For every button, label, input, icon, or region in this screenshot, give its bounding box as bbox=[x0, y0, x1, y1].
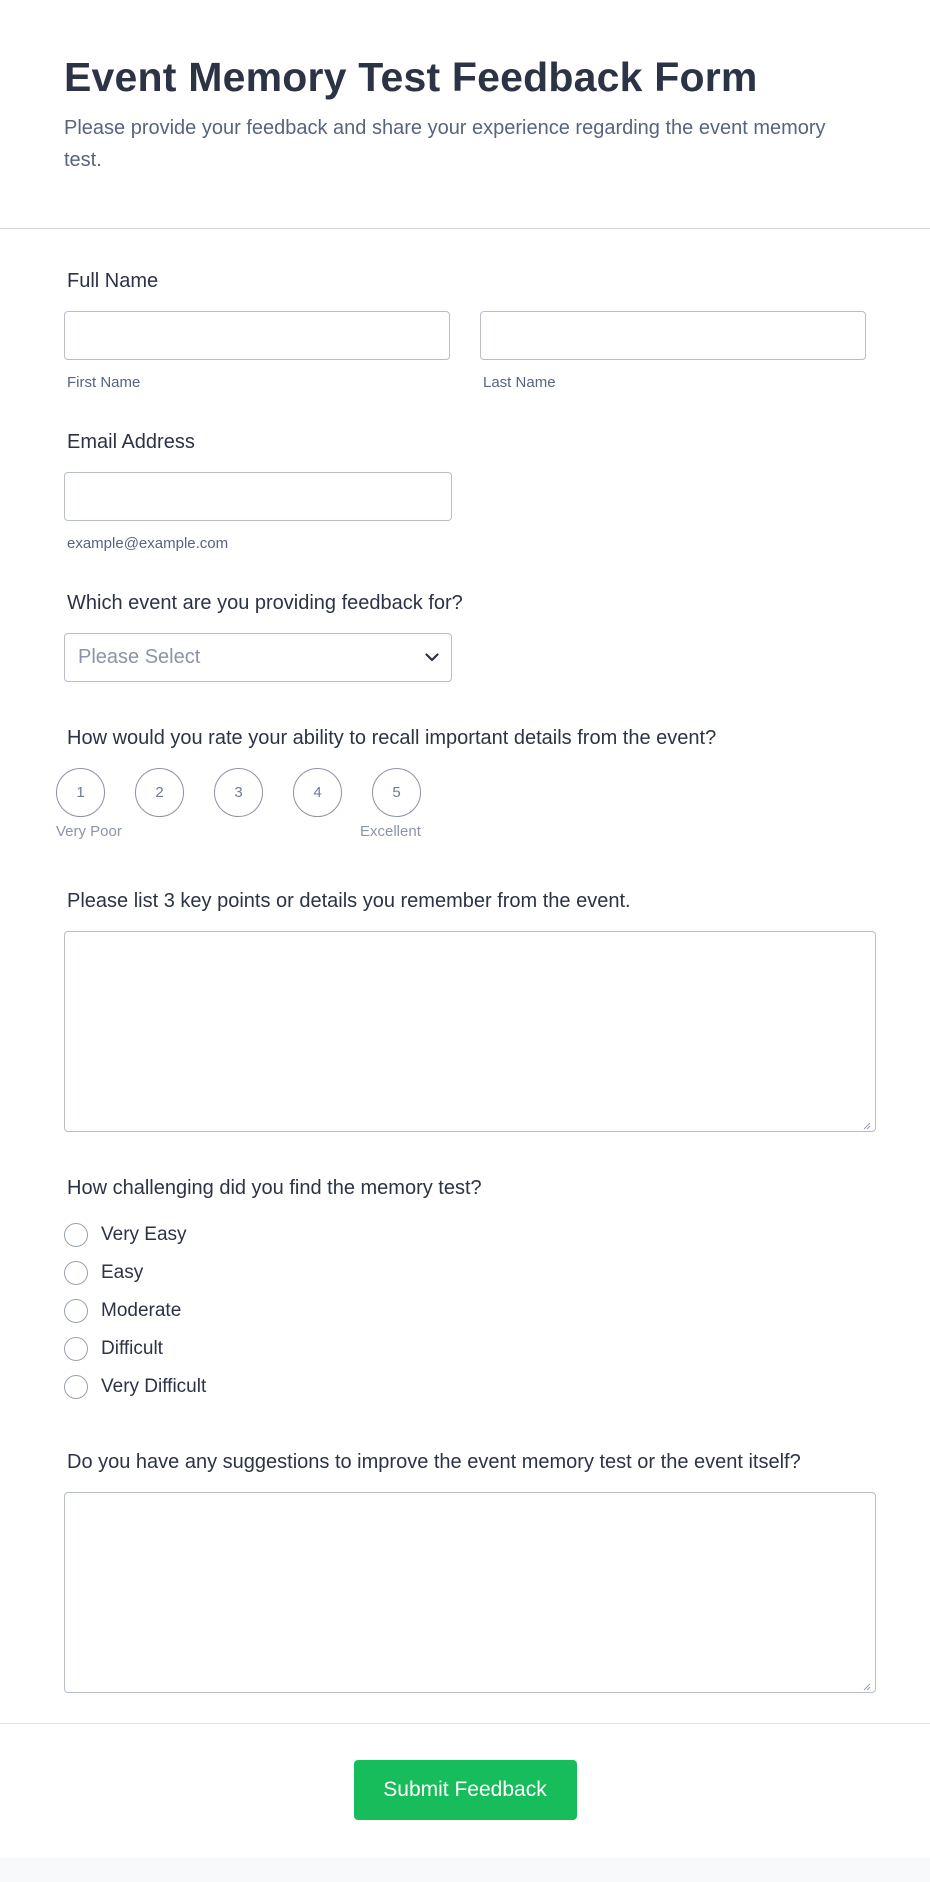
form-footer bbox=[0, 1723, 930, 1858]
name-row bbox=[64, 311, 866, 392]
suggestions-textarea[interactable] bbox=[64, 1492, 876, 1693]
radio-button[interactable] bbox=[64, 1337, 88, 1361]
radio-label: Moderate bbox=[101, 1300, 182, 1321]
email-field[interactable] bbox=[64, 472, 452, 521]
rating-option-4[interactable]: 4 bbox=[293, 768, 342, 817]
radio-very-difficult[interactable] bbox=[64, 1368, 866, 1406]
rating-label: How would you rate your ability to recall important details from the event? bbox=[67, 727, 717, 749]
radio-button[interactable] bbox=[64, 1261, 88, 1285]
radio-button[interactable] bbox=[64, 1375, 88, 1399]
first-name-group bbox=[64, 311, 450, 392]
full-name-label: Full Name bbox=[67, 270, 159, 292]
rating-option-5[interactable]: 5 bbox=[372, 768, 421, 817]
submit-button[interactable]: Submit Feedback bbox=[354, 1760, 577, 1820]
form-body bbox=[0, 229, 930, 1723]
difficulty-radio-group bbox=[64, 1216, 866, 1406]
rating-scale bbox=[56, 768, 866, 817]
form-header bbox=[0, 0, 930, 229]
difficulty-label: How challenging did you find the memory test? bbox=[67, 1177, 482, 1199]
radio-very-easy[interactable] bbox=[64, 1216, 866, 1254]
chevron-down-icon bbox=[425, 653, 439, 662]
key-points-textarea[interactable] bbox=[64, 931, 876, 1132]
last-name-group bbox=[480, 311, 866, 392]
event-select[interactable] bbox=[64, 633, 452, 682]
suggestions-field bbox=[64, 1450, 866, 1693]
page-title: Event Memory Test Feedback Form bbox=[64, 54, 758, 100]
event-select-field bbox=[64, 591, 866, 682]
rating-field bbox=[56, 726, 866, 845]
resize-handle-icon[interactable] bbox=[861, 1678, 871, 1688]
email-field-group bbox=[64, 430, 866, 553]
rating-option-1[interactable]: 1 bbox=[56, 768, 105, 817]
rating-scale-labels bbox=[56, 823, 866, 845]
radio-label: Difficult bbox=[101, 1338, 163, 1359]
full-name-field bbox=[64, 269, 866, 392]
radio-moderate[interactable] bbox=[64, 1292, 866, 1330]
radio-label: Easy bbox=[101, 1262, 144, 1283]
difficulty-field bbox=[64, 1176, 866, 1406]
radio-label: Very Difficult bbox=[101, 1376, 207, 1397]
email-sublabel: example@example.com bbox=[67, 535, 229, 552]
radio-easy[interactable] bbox=[64, 1254, 866, 1292]
event-select-label: Which event are you providing feedback for? bbox=[67, 592, 463, 614]
rating-option-3[interactable]: 3 bbox=[214, 768, 263, 817]
event-select-placeholder: Please Select bbox=[78, 646, 201, 668]
last-name-sublabel: Last Name bbox=[483, 374, 556, 391]
radio-difficult[interactable] bbox=[64, 1330, 866, 1368]
first-name-sublabel: First Name bbox=[67, 374, 141, 391]
radio-button[interactable] bbox=[64, 1223, 88, 1247]
radio-label: Very Easy bbox=[101, 1224, 187, 1245]
resize-handle-icon[interactable] bbox=[861, 1117, 871, 1127]
suggestions-label: Do you have any suggestions to improve the event memory test or the event itself? bbox=[67, 1451, 801, 1473]
last-name-input[interactable] bbox=[480, 311, 866, 360]
rating-option-2[interactable]: 2 bbox=[135, 768, 184, 817]
rating-low-label: Very Poor bbox=[56, 823, 122, 840]
form-description: Please provide your feedback and share your experience regarding the event memory test. bbox=[64, 117, 826, 171]
rating-high-label: Excellent bbox=[360, 823, 421, 840]
key-points-label: Please list 3 key points or details you remember from the event. bbox=[67, 890, 631, 912]
email-label: Email Address bbox=[67, 431, 195, 453]
first-name-input[interactable] bbox=[64, 311, 450, 360]
radio-button[interactable] bbox=[64, 1299, 88, 1323]
key-points-field bbox=[64, 889, 866, 1132]
